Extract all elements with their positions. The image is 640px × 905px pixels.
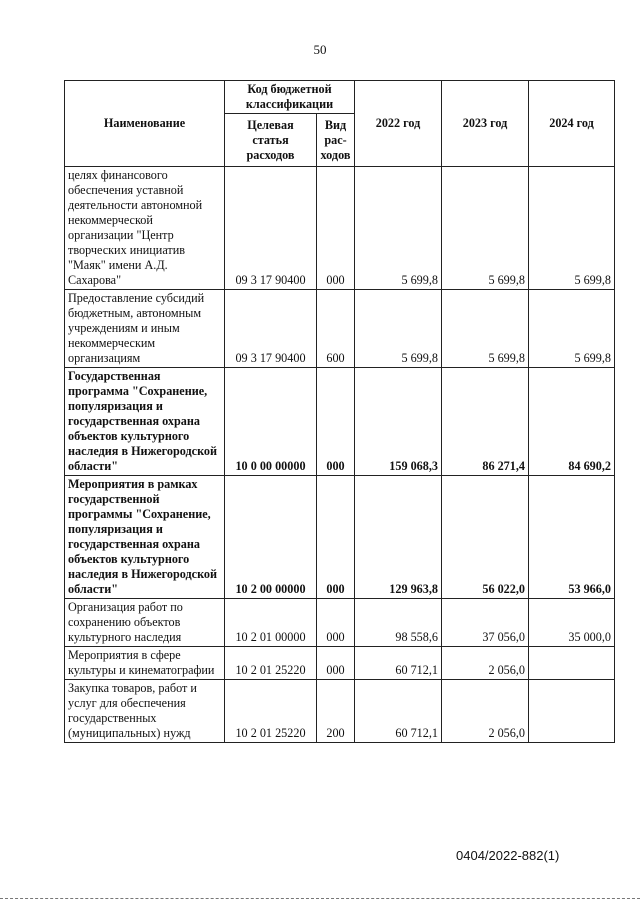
table-row <box>65 599 615 647</box>
row-value-2024: 35 000,0 <box>529 599 615 647</box>
row-value-2024: 5 699,8 <box>529 167 615 290</box>
row-target-code: 10 2 01 25220 <box>225 680 317 743</box>
table-row <box>65 476 615 599</box>
row-value-2023: 5 699,8 <box>442 167 529 290</box>
row-name: целях финансового обеспечения уставной деятельности автономной некоммерческой организации "Центр творческих инициатив "Маяк" имени А.Д. Сахарова" <box>65 167 225 290</box>
row-name: Мероприятия в рамках государственной программы "Сохранение, популяризация и государственная охрана объектов культурного наследия в Нижегородской области" <box>65 476 225 599</box>
row-name: Мероприятия в сфере культуры и кинематографии <box>65 647 225 680</box>
row-value-2022: 5 699,8 <box>355 290 442 368</box>
row-target-code: 10 2 00 00000 <box>225 476 317 599</box>
table-row <box>65 290 615 368</box>
page-bottom-divider <box>0 898 640 899</box>
row-target-code: 09 3 17 90400 <box>225 290 317 368</box>
row-expense-kind: 200 <box>317 680 355 743</box>
table-row <box>65 647 615 680</box>
row-name: Закупка товаров, работ и услуг для обеспечения государственных (муниципальных) нужд <box>65 680 225 743</box>
row-expense-kind: 000 <box>317 368 355 476</box>
row-name: Предоставление субсидий бюджетным, автономным учреждениям и иным некоммерческим организациям <box>65 290 225 368</box>
table-row <box>65 368 615 476</box>
table-row <box>65 167 615 290</box>
row-value-2024 <box>529 647 615 680</box>
row-expense-kind: 000 <box>317 599 355 647</box>
row-expense-kind: 600 <box>317 290 355 368</box>
row-value-2022: 129 963,8 <box>355 476 442 599</box>
header-2022: 2022 год <box>355 81 442 167</box>
row-value-2022: 159 068,3 <box>355 368 442 476</box>
row-value-2024: 84 690,2 <box>529 368 615 476</box>
row-value-2022: 60 712,1 <box>355 680 442 743</box>
row-expense-kind: 000 <box>317 647 355 680</box>
header-2023: 2023 год <box>442 81 529 167</box>
row-expense-kind: 000 <box>317 476 355 599</box>
row-value-2023: 2 056,0 <box>442 680 529 743</box>
row-target-code: 09 3 17 90400 <box>225 167 317 290</box>
row-value-2023: 2 056,0 <box>442 647 529 680</box>
row-target-code: 10 2 01 00000 <box>225 599 317 647</box>
row-target-code: 10 0 00 00000 <box>225 368 317 476</box>
row-value-2023: 37 056,0 <box>442 599 529 647</box>
row-value-2024: 53 966,0 <box>529 476 615 599</box>
row-value-2024 <box>529 680 615 743</box>
header-expense-kind: Вид рас-ходов <box>317 114 355 167</box>
budget-table <box>64 80 615 743</box>
row-value-2023: 5 699,8 <box>442 290 529 368</box>
row-value-2022: 98 558,6 <box>355 599 442 647</box>
row-target-code: 10 2 01 25220 <box>225 647 317 680</box>
row-name: Организация работ по сохранению объектов культурного наследия <box>65 599 225 647</box>
row-expense-kind: 000 <box>317 167 355 290</box>
header-2024: 2024 год <box>529 81 615 167</box>
header-classification: Код бюджетной классификации <box>225 81 355 114</box>
header-target-article: Целевая статья расходов <box>225 114 317 167</box>
table-row <box>65 680 615 743</box>
row-value-2023: 86 271,4 <box>442 368 529 476</box>
row-name: Государственная программа "Сохранение, популяризация и государственная охрана объектов культурного наследия в Нижегородской области" <box>65 368 225 476</box>
row-value-2023: 56 022,0 <box>442 476 529 599</box>
page-number: 50 <box>313 42 327 57</box>
row-value-2022: 60 712,1 <box>355 647 442 680</box>
header-name: Наименование <box>65 81 225 167</box>
document-registration-code: 0404/2022-882(1) <box>456 848 560 863</box>
row-value-2024: 5 699,8 <box>529 290 615 368</box>
row-value-2022: 5 699,8 <box>355 167 442 290</box>
